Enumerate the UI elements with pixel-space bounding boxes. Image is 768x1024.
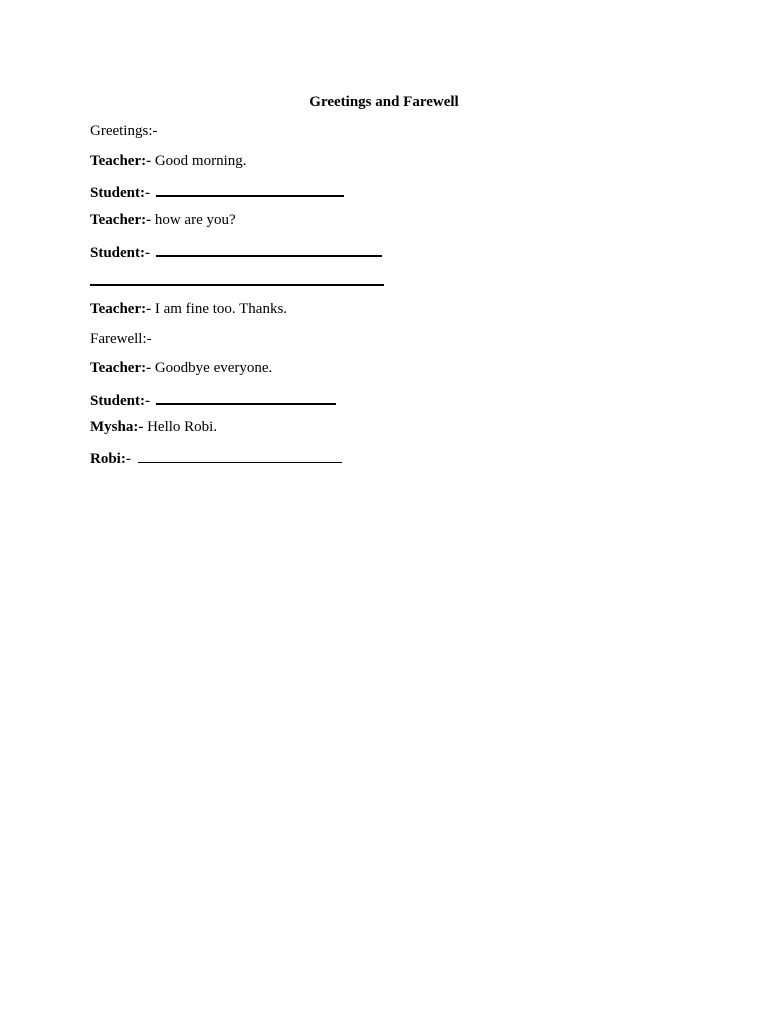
- dialogue-line: [90, 447, 342, 469]
- farewell-heading: Farewell:-: [90, 331, 152, 347]
- answer-blank[interactable]: [156, 240, 382, 257]
- document-title: Greetings and Farewell: [309, 94, 459, 110]
- dialogue-line: [90, 388, 336, 411]
- answer-blank[interactable]: [138, 447, 342, 463]
- dialogue-line: [90, 151, 247, 171]
- speaker-label: Teacher:-: [90, 360, 152, 376]
- speaker-label: Robi:-: [90, 451, 131, 467]
- dialogue-line: [90, 240, 382, 263]
- dialogue-text: I am fine too. Thanks.: [154, 301, 288, 317]
- dialogue-line: [90, 299, 287, 319]
- speaker-label: Student:-: [90, 185, 151, 201]
- speaker-label: Teacher:-: [90, 212, 152, 228]
- speaker-label: Mysha:-: [90, 419, 144, 435]
- dialogue-text: Good morning.: [154, 153, 247, 169]
- dialogue-text: Hello Robi.: [147, 419, 218, 435]
- dialogue-line: [90, 180, 344, 203]
- greetings-heading: Greetings:-: [90, 123, 158, 139]
- speaker-label: Student:-: [90, 393, 151, 409]
- answer-blank-continuation[interactable]: [90, 284, 384, 286]
- answer-blank[interactable]: [156, 180, 344, 197]
- dialogue-line: [90, 358, 272, 378]
- speaker-label: Student:-: [90, 245, 151, 261]
- dialogue-text: how are you?: [154, 212, 236, 228]
- dialogue-line: [90, 417, 217, 437]
- answer-blank[interactable]: [156, 388, 336, 405]
- dialogue-text: Goodbye everyone.: [154, 360, 273, 376]
- speaker-label: Teacher:-: [90, 301, 152, 317]
- dialogue-line: [90, 210, 236, 230]
- speaker-label: Teacher:-: [90, 153, 152, 169]
